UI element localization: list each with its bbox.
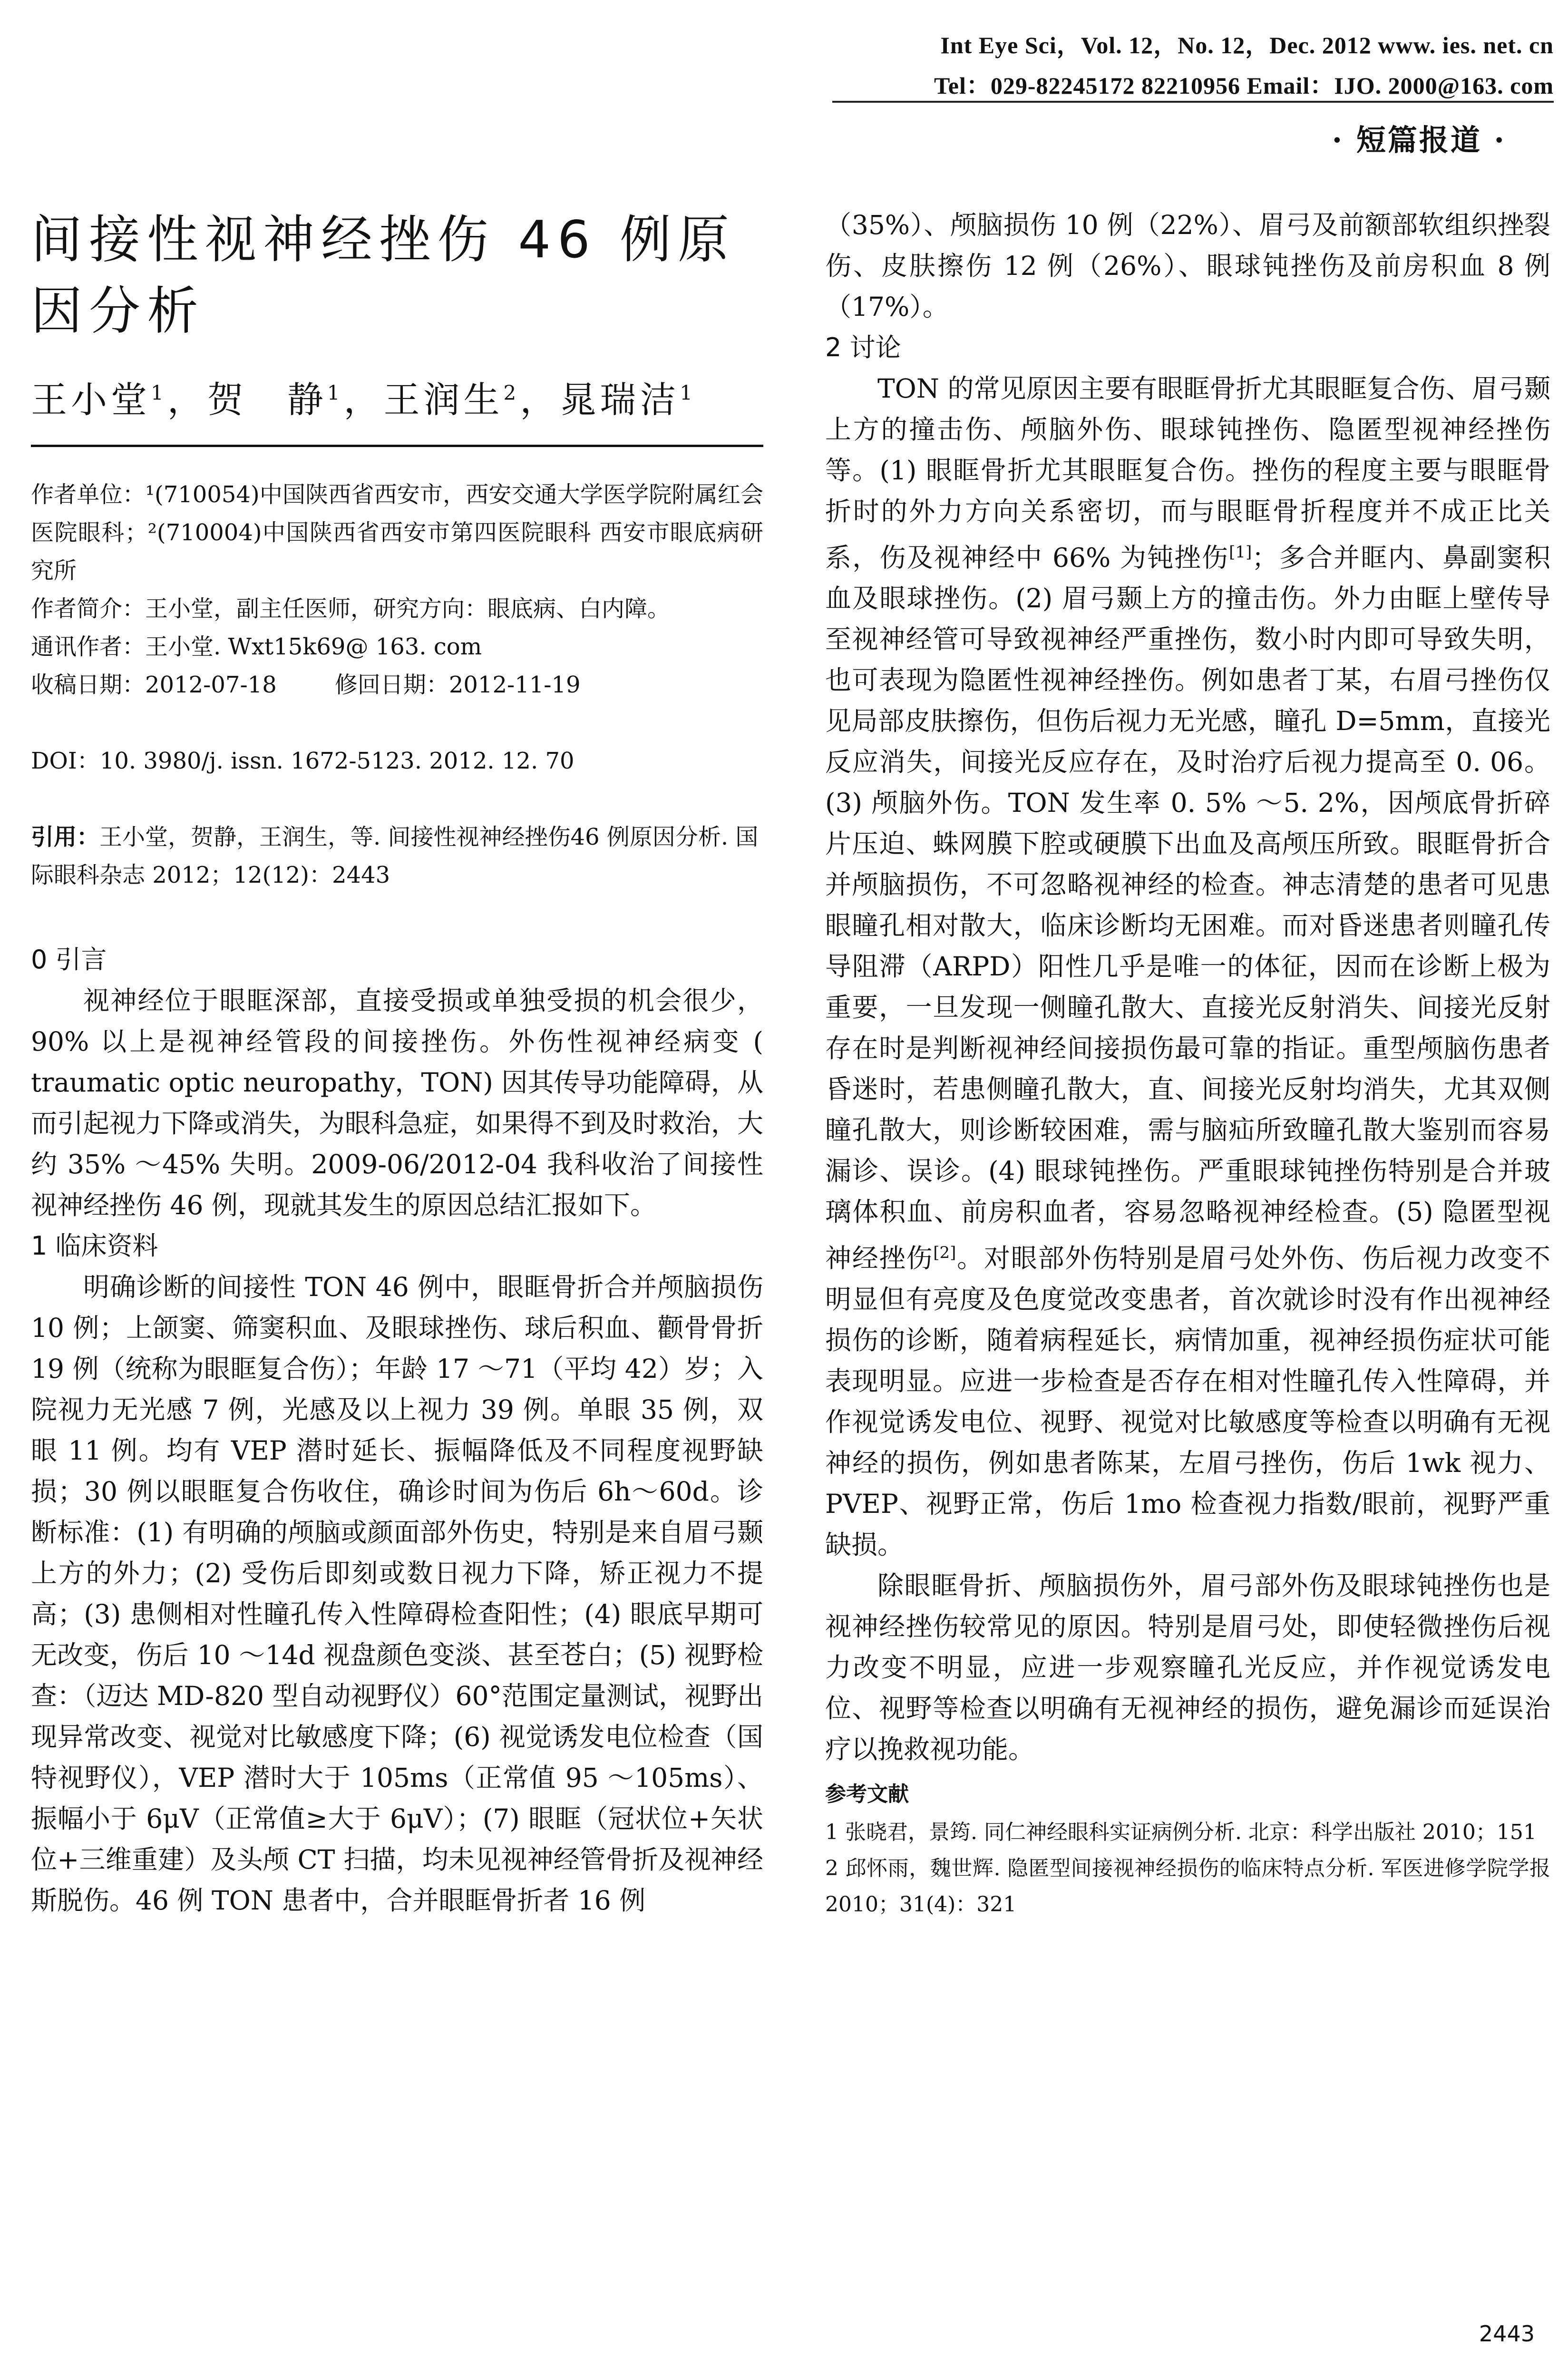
author-affil-mark: 1 [680, 381, 696, 405]
citation-label: 引用： [31, 824, 100, 850]
section-heading: 2 讨论 [825, 332, 901, 362]
section-tag: · 短篇报道 · [1332, 123, 1506, 157]
paragraph [825, 368, 1550, 1565]
author-name: 贺 静 [207, 379, 327, 421]
paragraph: 视神经位于眼眶深部，直接受损或单独受损的机会很少，90% 以上是视神经管段的间接挫伤。外伤性视神经病变 ( traumatic optic neuropathy，TON) 因其传导功能障碍，从而引起视力下降或消失，为眼科急症，如果得不到及时救治，大约 35% ～45% 失明。2009-06/2012-04 我科收治了间接性视神经挫伤 46 例，现就其发生的原因总结汇报如下。 [31, 985, 764, 1220]
paragraph-text: 。对眼部外伤特别是眉弓处外伤、伤后视力改变不明显但有亮度及色度觉改变患者，首次就诊时没有作出视神经损伤的诊断，随着病程延长，病情加重，视神经损伤症状可能表现明显。应进一步检查是否存在相对性瞳孔传入性障碍，并作视觉诱发电位、视野、视觉对比敏感度等检查以明确有无视神经的损伤，例如患者陈某，左眉弓挫伤，伤后 1wk 视力、PVEP、视野正常，伤后 1mo 检查视力指数/眼前，视野严重缺损。 [825, 1243, 1550, 1560]
journal-header-line: Int Eye Sci，Vol. 12，No. 12，Dec. 2012 www. ies. net. cn [940, 32, 1554, 58]
paragraph: 明确诊断的间接性 TON 46 例中，眼眶骨折合并颅脑损伤 10 例；上颌窦、筛窦积血、及眼球挫伤、球后积血、颧骨骨折 19 例（统称为眼眶复合伤）；年龄 17 ～71（平均 42）岁；入院视力无光感 7 例，光感及以上视力 39 例。单眼 35 例，双眼 11 例。均有 VEP 潜时延长、振幅降低及不同程度视野缺损；30 例以眼眶复合伤收住，确诊时间为伤后 6h～60d。诊断标准：(1) 有明确的颅脑或颜面部外伤史，特别是来自眉弓颞上方的外力；(2) 受伤后即刻或数日视力下降，矫正视力不提高；(3) 患侧相对性瞳孔传入性障碍检查阳性；(4) 眼底早期可无改变，伤后 10 ～14d 视盘颜色变淡、甚至苍白；(5) 视野检查：（迈达 MD-820 型自动视野仪）60°范围定量测试，视野出现异常改变、视觉对比敏感度下降；(6) 视觉诱发电位检查（国特视野仪），VEP 潜时大于 105ms（正常值 95 ～105ms）、振幅小于 6μV（正常值≥大于 6μV）；(7) 眼眶（冠状位+矢状位+三维重建）及头颅 CT 扫描，均未见视神经管骨折及视神经斯脱伤。46 例 TON 患者中，合并眼眶骨折者 16 例 [31, 1272, 763, 1916]
reference-mark[interactable]: [1] [1229, 543, 1252, 562]
corresponding-author: 通讯作者：王小堂. Wxt15k69@ 163. com [31, 633, 482, 660]
left-column [31, 939, 763, 1921]
author-name: 晁瑞洁 [560, 379, 680, 421]
received-date: 收稿日期：2012-07-18 [31, 672, 277, 698]
reference-mark[interactable]: [2] [933, 1243, 956, 1263]
author-name: 王小堂 [31, 379, 151, 421]
doi: DOI：10. 3980/j. issn. 1672-5123. 2012. 12. 70 [31, 748, 575, 774]
right-column [825, 205, 1550, 1923]
paragraph: 除眼眶骨折、颅脑损伤外，眉弓部外伤及眼球钝挫伤也是视神经挫伤较常见的原因。特别是眉弓处，即使轻微挫伤后视力改变不明显，应进一步观察瞳孔光反应，并作视觉诱发电位、视野等检查以明确有无视神经的损伤，避免漏诊而延误治疗以挽救视功能。 [825, 1570, 1550, 1764]
citation-text: 王小堂，贺静，王润生，等. 间接性视神经挫伤46 例原因分析. 国际眼科杂志 2012；12(12)：2443 [31, 824, 759, 888]
citation [31, 818, 763, 894]
section-heading: 0 引言 [31, 945, 107, 974]
paragraph-text: TON 的常见原因主要有眼眶骨折尤其眼眶复合伤、眉弓颞上方的撞击伤、颅脑外伤、眼球钝挫伤、隐匿型视神经挫伤等。(1) 眼眶骨折尤其眼眶复合伤。挫伤的程度主要与眼眶骨折时的外力方向关系密切，而与眼眶骨折程度并不成正比关系，伤及视神经中 66% 为钝挫伤 [825, 373, 1550, 573]
reference-item: 1 张晓君，景筠. 同仁神经眼科实证病例分析. 北京：科学出版社 2010；151 [825, 1820, 1537, 1844]
author-list: 王小堂$^1$，贺 静$^1$，王润生$^2$，晁瑞洁$^1$ [31, 379, 696, 421]
page-number: 2443 [1479, 2321, 1535, 2347]
reference-item: 2 邱怀雨，魏世辉. 隐匿型间接视神经损伤的临床特点分析. 军医进修学院学报 2010；31(4)：321 [825, 1856, 1550, 1917]
header-rule [832, 101, 1554, 103]
article-title: 间接性视神经挫伤 46 例原因分析 [31, 210, 736, 341]
paragraph-continued: （35%）、颅脑损伤 10 例（22%）、眉弓及前额部软组织挫裂伤、皮肤擦伤 12 例（26%）、眼球钝挫伤及前房积血 8 例（17%）。 [825, 210, 1550, 322]
author-rule [31, 445, 763, 447]
references-heading: 参考文献 [825, 1782, 909, 1806]
author-affil-mark: 1 [327, 381, 344, 405]
journal-contact-line: Tel：029-82245172 82210956 Email：IJO. 2000@163. com [934, 72, 1554, 99]
article-dates [31, 666, 763, 704]
author-intro: 作者简介：王小堂，副主任医师，研究方向：眼底病、白内障。 [31, 595, 671, 622]
author-affiliation: 作者单位：¹(710054)中国陕西省西安市，西安交通大学医学院附属红会医院眼科；²(710004)中国陕西省西安市第四医院眼科 西安市眼底病研究所 [31, 481, 763, 584]
author-name: 王润生 [383, 379, 504, 421]
section-heading: 1 临床资料 [31, 1231, 158, 1261]
revised-date: 修回日期：2012-11-19 [334, 672, 581, 698]
author-affil-mark: 2 [503, 381, 520, 405]
author-affil-mark: 1 [151, 381, 167, 405]
paragraph-text: ；多合并眶内、鼻副窦积血及眼球挫伤。(2) 眉弓颞上方的撞击伤。外力由眶上壁传导至视神经管可导致视神经严重挫伤，数小时内即可导致失明，也可表现为隐匿性视神经挫伤。例如患者丁某，右眉弓挫伤仅见局部皮肤擦伤，但伤后视力无光感，瞳孔 D=5mm，直接光反应消失，间接光反应存在，及时治疗后视力提高至 0. 06。(3) 颅脑外伤。TON 发生率 0. 5% ～5. 2%，因颅底骨折碎片压迫、蛛网膜下腔或硬膜下出血及高颅压所致。眼眶骨折合并颅脑损伤，不可忽略视神经的检查。神志清楚的患者可见患眼瞳孔相对散大，临床诊断均无困难。而对昏迷患者则瞳孔传导阻滞（ARPD）阳性几乎是唯一的体征，因而在诊断上极为重要，一旦发现一侧瞳孔散大、直接光反射消失、间接光反射存在时是判断视神经间接损伤最可靠的指证。重型颅脑伤患者昏迷时，若患侧瞳孔散大，直、间接光反射均消失，尤其双侧瞳孔散大，则诊断较困难，需与脑疝所致瞳孔散大鉴别而容易漏诊、误诊。(4) 眼球钝挫伤。严重眼球钝挫伤特别是合并玻璃体积血、前房积血者，容易忽略视神经检查。(5) 隐匿型视神经挫伤 [825, 542, 1550, 1274]
